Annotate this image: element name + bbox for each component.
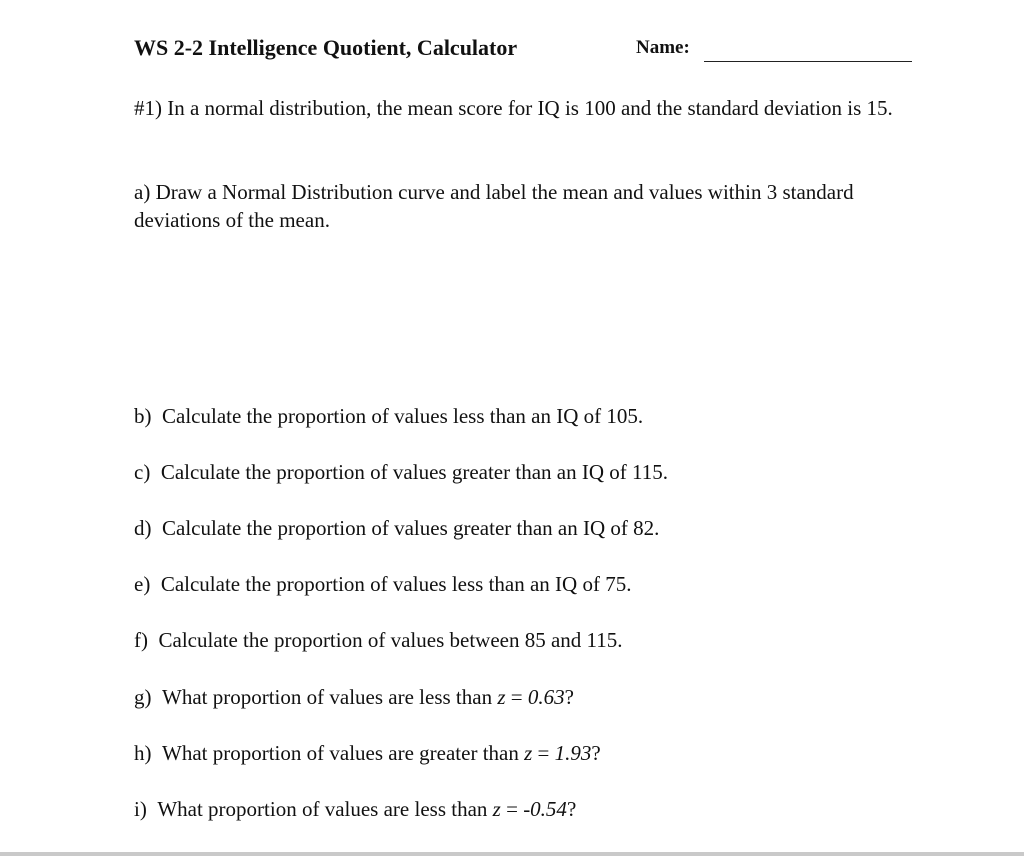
question-text: Calculate the proportion of values less than an IQ of 75. (160, 572, 632, 596)
question-b (134, 403, 643, 429)
z-variable: z (492, 797, 501, 821)
question-mark: ? (591, 741, 601, 765)
page-bottom-edge (0, 852, 1024, 856)
z-value: 0.63 (527, 685, 565, 709)
question-d (134, 515, 659, 541)
question-label: h) (134, 741, 152, 765)
question-g (134, 684, 574, 710)
question-text: Calculate the proportion of values less than an IQ of 105. (162, 404, 644, 428)
question-text: Calculate the proportion of values greater than an IQ of 82. (162, 516, 660, 540)
equals-sign: = (500, 797, 524, 821)
question-mark: ? (564, 685, 574, 709)
question-label: e) (134, 572, 151, 596)
question-label: c) (134, 460, 151, 484)
question-label: b) (134, 404, 152, 428)
question-c (134, 459, 668, 485)
question-h (134, 740, 601, 766)
question-label: i) (134, 797, 147, 821)
question-e (134, 571, 631, 597)
question-i (134, 796, 576, 822)
question-mark: ? (566, 797, 577, 821)
question-text: Calculate the proportion of values between 85 and 115. (158, 628, 623, 652)
name-label: Name: (636, 37, 690, 58)
z-value: -0.54 (523, 797, 567, 821)
worksheet-title: WS 2-2 Intelligence Quotient, Calculator (134, 35, 518, 60)
equals-sign: = (532, 741, 555, 765)
question-text: What proportion of values are less than (157, 797, 488, 821)
equals-sign: = (505, 685, 528, 709)
question-a: a) Draw a Normal Distribution curve and label the mean and values within 3 standard deviations of the mean. (134, 180, 854, 232)
question-text: What proportion of values are greater than (162, 741, 519, 765)
question-label: g) (134, 685, 152, 709)
question-label: d) (134, 516, 152, 540)
z-variable: z (497, 685, 506, 709)
name-blank-line (704, 61, 912, 62)
z-variable: z (524, 741, 533, 765)
question-text: Calculate the proportion of values greater than an IQ of 115. (160, 460, 668, 484)
question-f (134, 627, 623, 653)
problem-intro: #1) In a normal distribution, the mean score for IQ is 100 and the standard deviation is 15. (134, 96, 893, 120)
z-value: 1.93 (554, 741, 592, 765)
question-text: What proportion of values are less than (162, 685, 493, 709)
question-label: f) (134, 628, 148, 652)
